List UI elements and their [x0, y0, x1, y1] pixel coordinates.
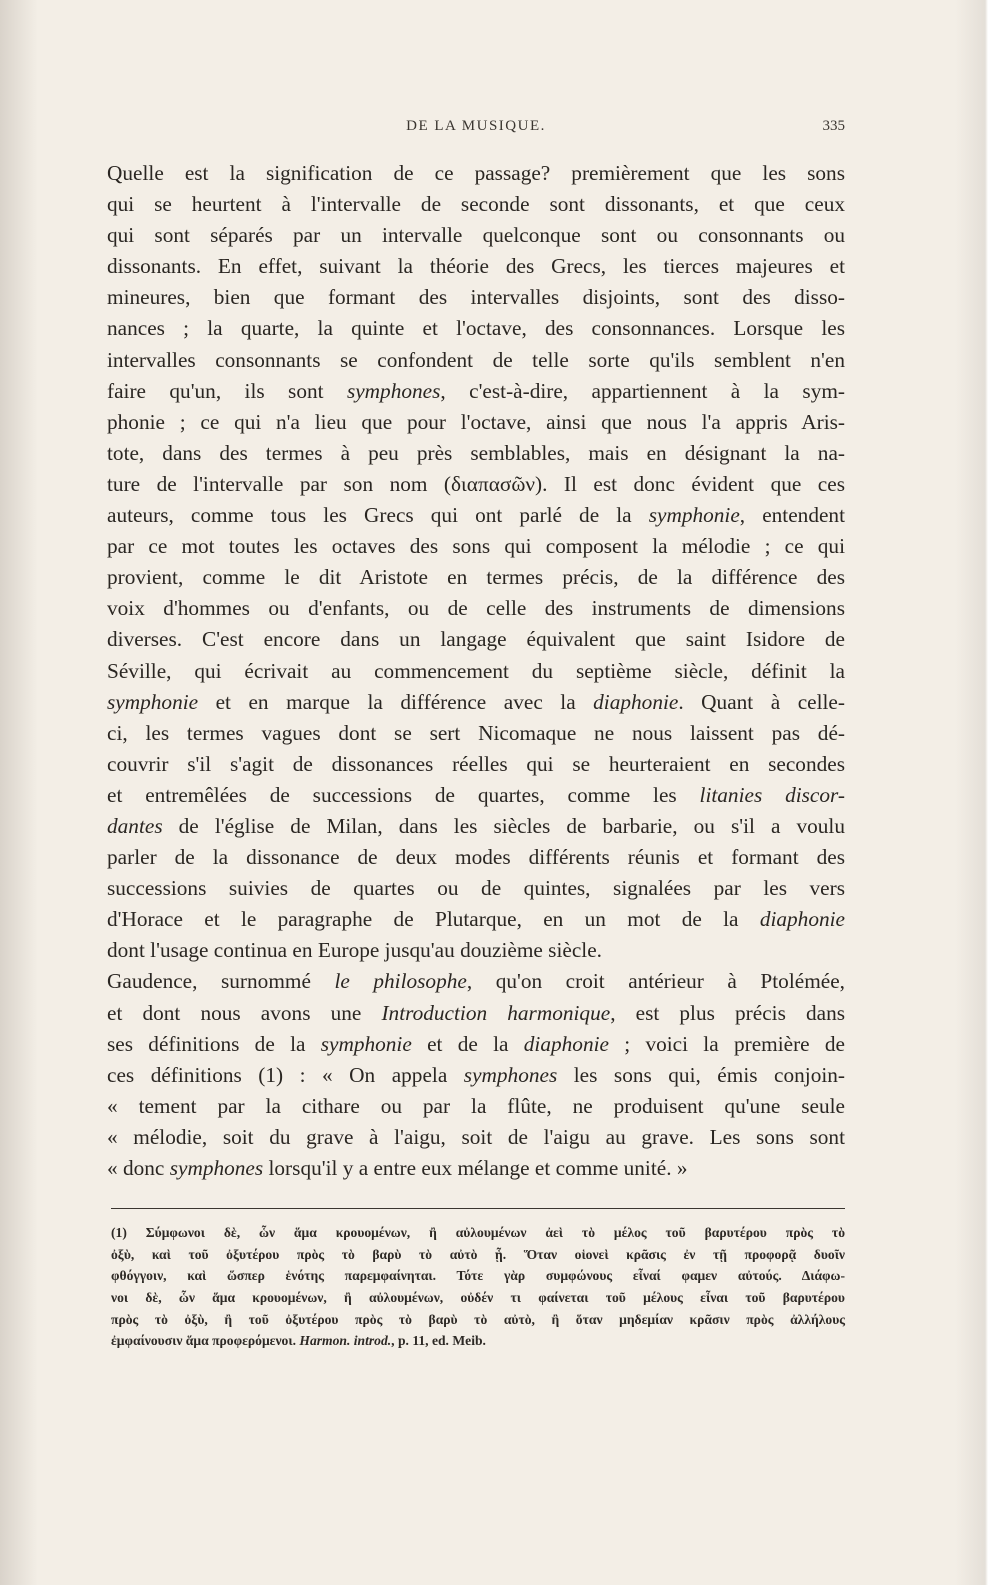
text-line: faire qu'un, ils sont symphones, c'est-à-dire, appartiennent à la sym- [107, 378, 845, 403]
text-line: successions suivies de quartes ou de quintes, signalées par les vers [107, 876, 845, 901]
text-line: ture de l'intervalle par son nom (διαπασῶν). Il est donc évident que ces [107, 471, 845, 496]
text-line: et dont nous avons une Introduction harmonique, est plus précis dans [107, 1000, 845, 1025]
text-line: voix d'hommes ou d'enfants, ou de celle des instruments de dimensions [107, 596, 845, 621]
body-text [107, 158, 845, 1184]
text-line: dantes de l'église de Milan, dans les siècles de barbarie, ou s'il a voulu [107, 813, 845, 838]
text-line: Quelle est la signification de ce passage? premièrement que les sons [107, 161, 845, 185]
text-line: tote, dans des termes à peu près semblables, mais en désignant la na- [107, 440, 845, 465]
text-line: intervalles consonnants se confondent de telle sorte qu'ils semblent n'en [107, 347, 845, 372]
text-line: Gaudence, surnommé le philosophe, qu'on croit antérieur à Ptolémée, [107, 969, 845, 994]
text-line: d'Horace et le paragraphe de Plutarque, en un mot de la diaphonie [107, 907, 845, 932]
text-line: qui se heurtent à l'intervalle de seconde sont dissonants, et que ceux [107, 192, 845, 217]
text-line: ces définitions (1) : « On appela symphones les sons qui, émis conjoin- [107, 1062, 846, 1087]
running-title: DE LA MUSIQUE. [406, 118, 546, 134]
text-line: phonie ; ce qui n'a lieu que pour l'octave, ainsi que nous l'a appris Aris- [107, 409, 845, 434]
text-line: ses définitions de la symphonie et de la diaphonie ; voici la première de [107, 1031, 846, 1056]
footnote-line: (1) Σύμφωνοι δὲ, ὧν ἅμα κρουομένων, ἢ αὐλουμένων ἀεὶ τὸ μέλος τοῦ βαρυτέρου πρὸς τὸ [111, 1225, 845, 1240]
text-line: dissonants. En effet, suivant la théorie des Grecs, les tierces majeures et [107, 254, 845, 279]
text-line: mineures, bien que formant des intervalles disjoints, sont des disso- [107, 285, 845, 310]
text-line: parler de la dissonance de deux modes différents réunis et formant des [107, 845, 845, 870]
text-line: nances ; la quarte, la quinte et l'octave, des consonnances. Lorsque les [107, 316, 845, 341]
text-line: couvrir s'il s'agit de dissonances réelles qui se heurteraient en secondes [107, 751, 845, 776]
footnote-line: ἐμφαίνουσιν ἅμα προφερόμενοι. Harmon. introd., p. 11, ed. Meib. [111, 1333, 486, 1349]
text-line: dont l'usage continua en Europe jusqu'au douzième siècle. [107, 938, 602, 963]
text-line: ci, les termes vagues dont se sert Nicomaque ne nous laissent pas dé- [107, 720, 845, 745]
footnote-line: πρὸς τὸ ὀξὺ, ἢ τοῦ ὀξυτέρου πρὸς τὸ βαρὺ τὸ αὐτὸ, ἢ ὅταν μηδεμίαν κρᾶσιν πρὸς ἀλλήλους [111, 1311, 845, 1327]
text-line: « tement par la cithare ou par la flûte, ne produisent qu'une seule [107, 1093, 845, 1118]
footnote [111, 1222, 845, 1352]
text-line: Séville, qui écrivait au commencement du septième siècle, définit la [107, 658, 845, 683]
text-line: auteurs, comme tous les Grecs qui ont parlé de la symphonie, entendent [107, 503, 845, 528]
text-line: symphonie et en marque la différence avec la diaphonie. Quant à celle- [107, 689, 845, 714]
text-line: qui sont séparés par un intervalle quelconque sont ou consonnants ou [107, 223, 845, 248]
text-line: diverses. C'est encore dans un langage équivalent que saint Isidore de [107, 627, 845, 652]
page-header [107, 118, 845, 142]
text-line: « donc symphones lorsqu'il y a entre eux mélange et comme unité. » [107, 1156, 688, 1180]
footnote-divider [111, 1208, 845, 1209]
text-line: par ce mot toutes les octaves des sons qui composent la mélodie ; ce qui [107, 534, 845, 559]
text-line: et entremêlées de successions de quartes, comme les litanies discor- [107, 782, 845, 807]
footnote-line: φθόγγοιν, καὶ ὥσπερ ἑνότης παρεμφαίνηται. Τότε γὰρ συμφώνους εἶναί φαμεν αὐτούς. Διάφω- [111, 1268, 845, 1284]
footnote-line: ὀξὺ, καὶ τοῦ ὀξυτέρου πρὸς τὸ βαρὺ τὸ αὐτὸ ᾖ. Ὅταν οἱονεὶ κρᾶσις ἐν τῇ προφορᾷ δυοῖν [111, 1246, 845, 1262]
page-number: 335 [822, 118, 845, 134]
footnote-line: νοι δὲ, ὧν ἅμα κρουομένων, ἢ αὐλουμένων, οὐδέν τι φαίνεται τοῦ μέλους εἶναι τοῦ βαρυτέρου [111, 1290, 845, 1306]
text-line: provient, comme le dit Aristote en termes précis, de la différence des [107, 565, 845, 590]
text-line: « mélodie, soit du grave à l'aigu, soit de l'aigu au grave. Les sons sont [107, 1124, 845, 1149]
